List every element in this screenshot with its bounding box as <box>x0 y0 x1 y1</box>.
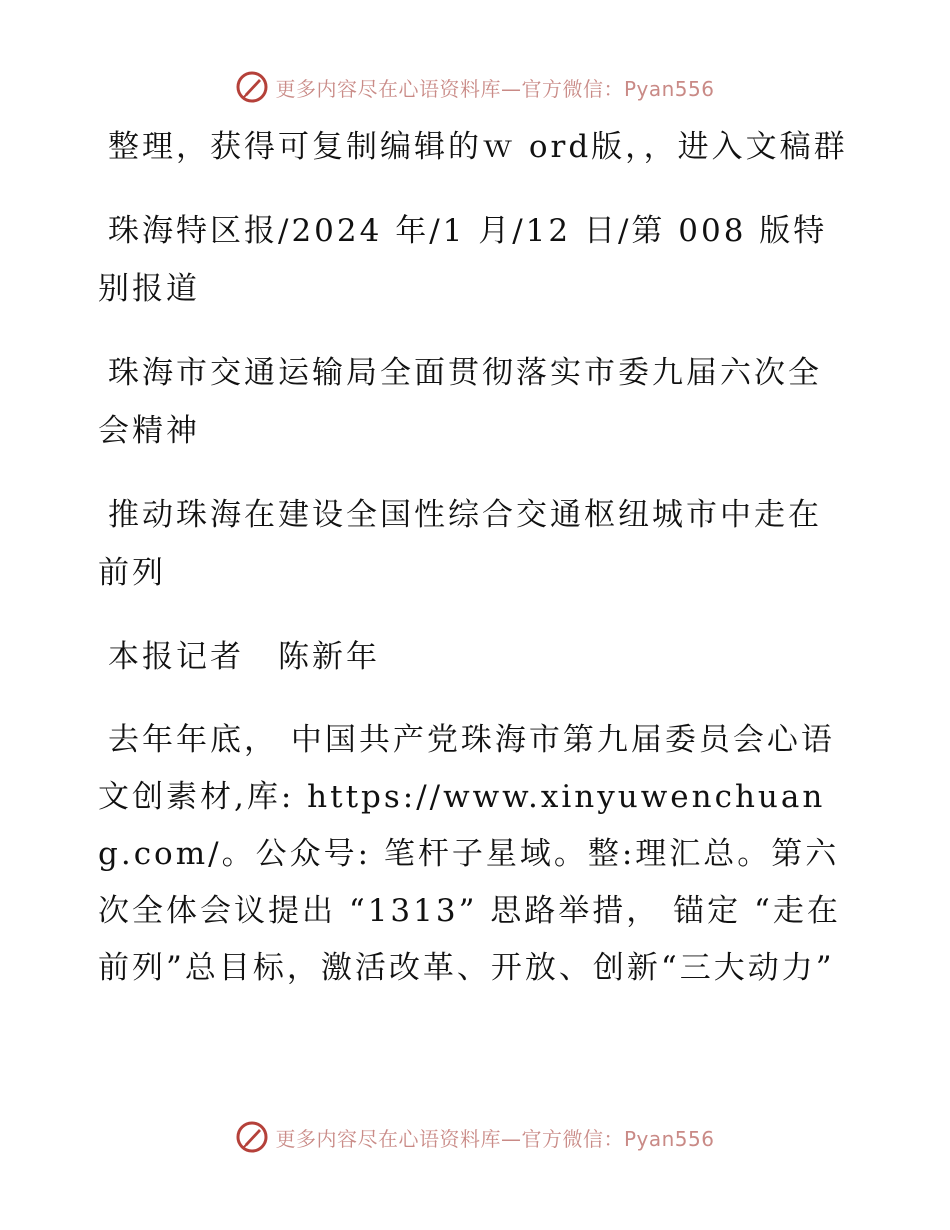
banner-title: 更多内容尽在心语资料库 <box>275 1126 501 1151</box>
banner-text <box>275 73 714 102</box>
banner-separator: — <box>500 76 522 101</box>
paragraph-intro: 整理，获得可复制编辑的ｗ ord版，，进入文稿群 <box>108 129 848 165</box>
paragraph-subheadline: 推动珠海在建设全国性综合交通枢纽城市中走在前列 <box>98 497 822 591</box>
quill-logo-icon <box>235 1120 269 1154</box>
quill-logo-icon <box>235 70 269 104</box>
header-banner <box>0 70 950 104</box>
footer-banner <box>0 1120 950 1154</box>
banner-text <box>275 1123 714 1152</box>
document-body <box>98 118 848 1023</box>
paragraph-headline: 珠海市交通运输局全面贯彻落实市委九届六次全会精神 <box>98 355 822 449</box>
banner-separator: — <box>500 1126 522 1151</box>
paragraph-source: 珠海特区报/2024 年/1 月/12 日/第 008 版特别报道 <box>98 213 828 307</box>
banner-wechat: 官方微信：Pyan556 <box>521 76 715 101</box>
banner-wechat: 官方微信：Pyan556 <box>521 1126 715 1151</box>
banner-title: 更多内容尽在心语资料库 <box>275 76 501 101</box>
paragraph-byline: 本报记者 陈新年 <box>108 639 380 675</box>
paragraph-body: 去年年底， 中国共产党珠海市第九届委员会心语文创素材,库: https://www.xinyuwenchuang.com/。公众号: 笔杆子星域。整:理汇总。第六次全体会议提出 “1313” 思路举措， 锚定 “走在前列”总目标，激活改革、开放、创新“三大动力” <box>98 722 841 986</box>
